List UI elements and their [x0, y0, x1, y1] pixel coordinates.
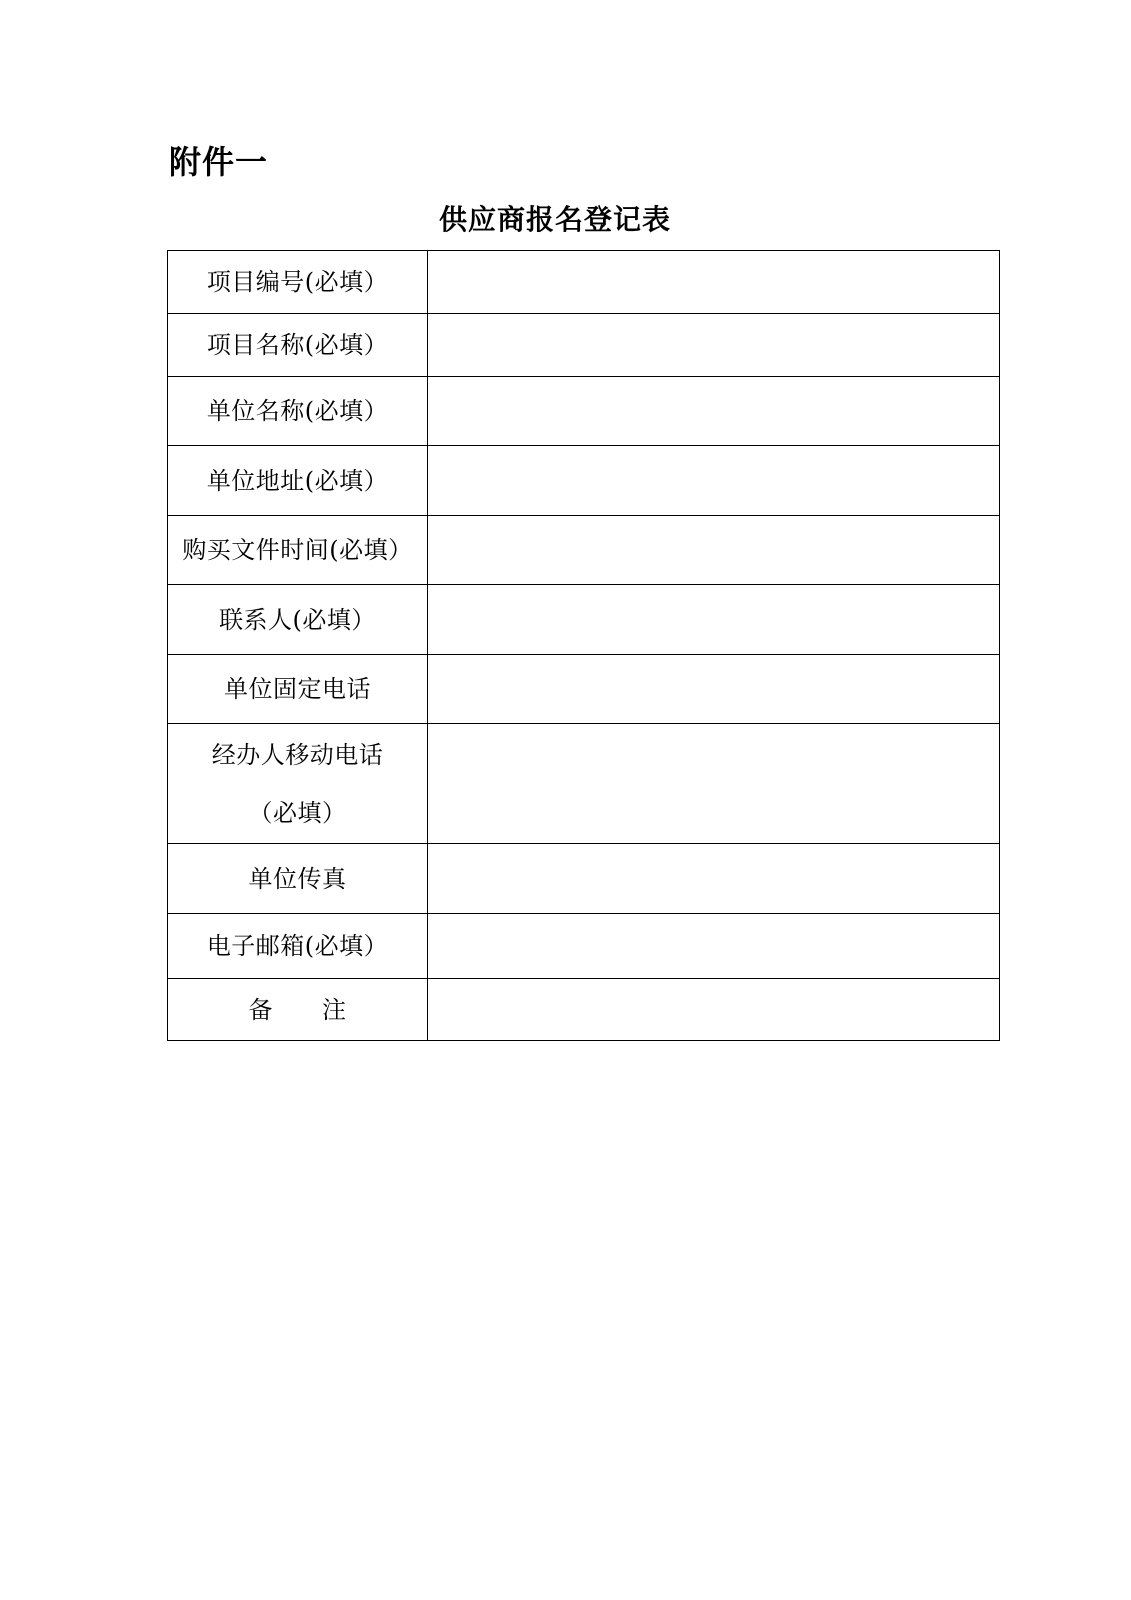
label-contact-person: 联系人(必填）: [168, 585, 428, 655]
label-purchase-time: 购买文件时间(必填）: [168, 516, 428, 585]
label-mobile-phone-line1: 经办人移动电话: [211, 740, 384, 769]
registration-table: [167, 250, 1000, 1041]
table-row: [168, 516, 1000, 585]
label-project-name: 项目名称(必填）: [168, 314, 428, 377]
form-title: 供应商报名登记表: [438, 203, 671, 236]
label-mobile-phone-line2: （必填）: [248, 798, 347, 827]
table-row: [168, 724, 1000, 844]
label-mobile-phone: [168, 724, 428, 844]
label-company-name: 单位名称(必填）: [168, 377, 428, 446]
value-project-name: [428, 314, 1000, 377]
value-purchase-time: [428, 516, 1000, 585]
table-row: [168, 914, 1000, 979]
table-row: [168, 377, 1000, 446]
table-row: [168, 585, 1000, 655]
table-row: [168, 446, 1000, 516]
table-row: [168, 844, 1000, 914]
label-landline-phone: 单位固定电话: [168, 655, 428, 724]
value-contact-person: [428, 585, 1000, 655]
value-email: [428, 914, 1000, 979]
value-remarks: [428, 979, 1000, 1041]
label-remarks: 备 注: [168, 979, 428, 1041]
label-project-number: 项目编号(必填）: [168, 251, 428, 314]
table-row: [168, 655, 1000, 724]
value-project-number: [428, 251, 1000, 314]
value-company-address: [428, 446, 1000, 516]
table-row: [168, 251, 1000, 314]
value-landline-phone: [428, 655, 1000, 724]
table-row: [168, 314, 1000, 377]
value-company-name: [428, 377, 1000, 446]
label-fax: 单位传真: [168, 844, 428, 914]
label-email: 电子邮箱(必填）: [168, 914, 428, 979]
value-mobile-phone: [428, 724, 1000, 844]
attachment-label: 附件一: [169, 143, 269, 181]
value-fax: [428, 844, 1000, 914]
table-row: [168, 979, 1000, 1041]
label-company-address: 单位地址(必填）: [168, 446, 428, 516]
